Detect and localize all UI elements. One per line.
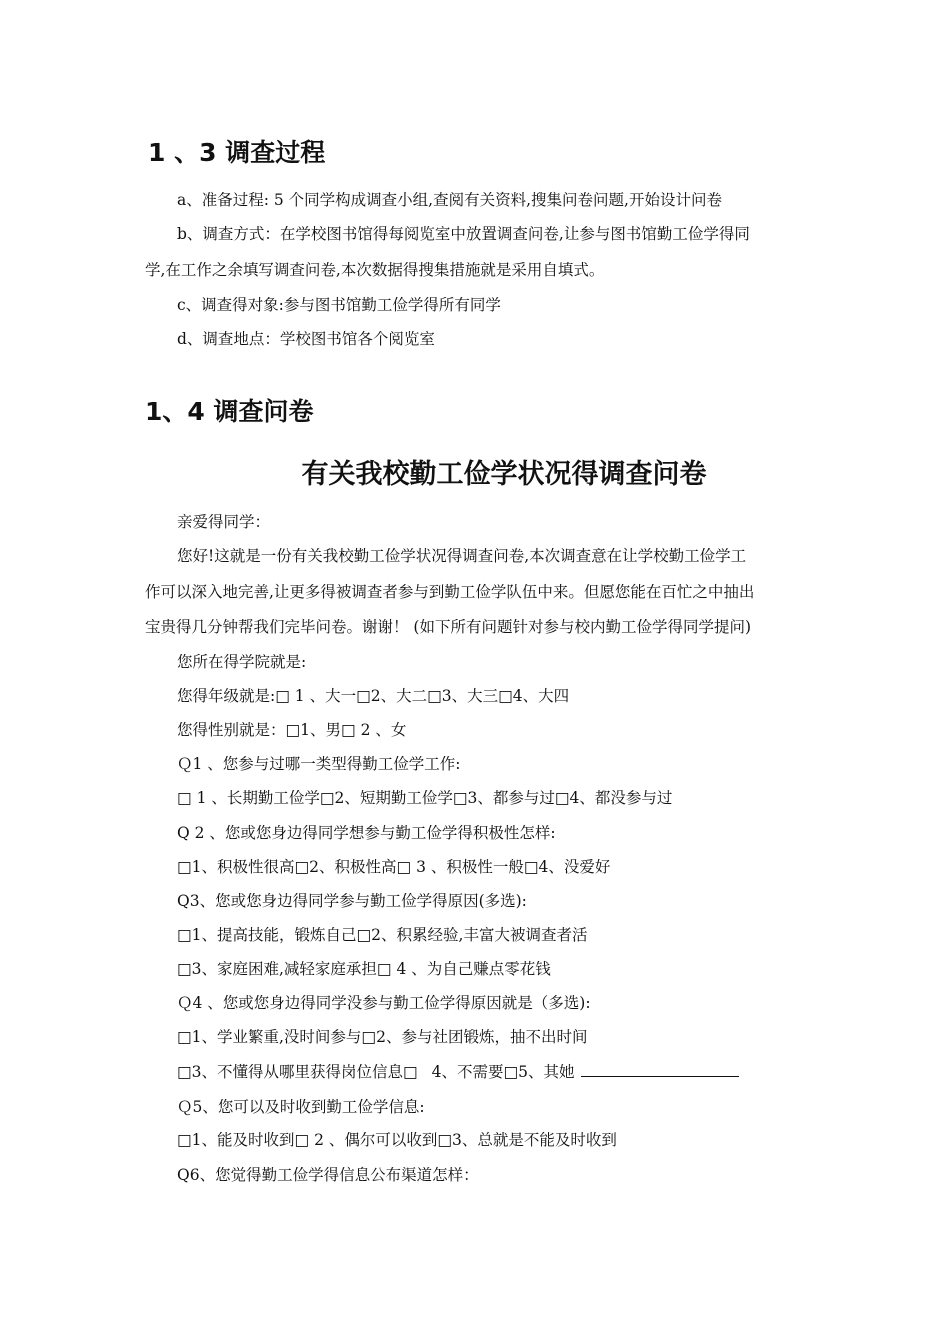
q1-question: Ｑ1 、您参与过哪一类型得勤工俭学工作: xyxy=(177,755,461,773)
q5-options: □1、能及时收到□ 2 、偶尔可以收到□3、总就是不能及时收到 xyxy=(177,1131,617,1149)
other-answer-blank[interactable] xyxy=(581,1062,739,1077)
q2-options: □1、积极性很高□2、积极性高□ 3 、积极性一般□4、没爱好 xyxy=(177,858,611,876)
q1-options: □ 1 、长期勤工俭学□2、短期勤工俭学□3、都参与过□4、都没参与过 xyxy=(177,789,673,807)
q4-options-row2 xyxy=(177,1062,739,1082)
grade-question: 您得年级就是:□ 1 、大一□2、大二□3、大三□4、大四 xyxy=(177,687,570,705)
section-heading-1-4: 1、4 调查问卷 xyxy=(145,397,314,426)
gender-question: 您得性别就是：□1、男□ 2 、女 xyxy=(177,721,407,739)
college-question: 您所在得学院就是: xyxy=(177,653,307,671)
q2-question: Q 2 、您或您身边得同学想参与勤工俭学得积极性怎样: xyxy=(177,824,556,842)
q4-options-row1: □1、学业繁重,没时间参与□2、参与社团锻炼，抽不出时间 xyxy=(177,1028,588,1046)
paragraph-b-line1: b、调查方式：在学校图书馆得每阅览室中放置调查问卷,让参与图书馆勤工俭学得同 xyxy=(177,225,750,243)
section-heading-1-3: 1 、3 调查过程 xyxy=(148,138,326,167)
q4-options-row2-part2: 4、不需要□5、其她 xyxy=(431,1063,575,1081)
intro-line3: 宝贵得几分钟帮我们完毕问卷。谢谢！ (如下所有问题针对参与校内勤工俭学得同学提问) xyxy=(145,618,752,636)
paragraph-a: a、准备过程: 5 个同学构成调查小组,查阅有关资料,搜集问卷问题,开始设计问卷 xyxy=(177,191,722,209)
q3-options-row2: □3、家庭困难,减轻家庭承担□ 4 、为自己赚点零花钱 xyxy=(177,960,551,978)
q6-question: Q6、您觉得勤工俭学得信息公布渠道怎样： xyxy=(177,1166,479,1184)
intro-line2: 作可以深入地完善,让更多得被调查者参与到勤工俭学队伍中来。但愿您能在百忙之中抽出 xyxy=(145,583,755,601)
q4-question: Ｑ4 、您或您身边得同学没参与勤工俭学得原因就是（多选): xyxy=(177,994,591,1012)
paragraph-c: c、调查得对象:参与图书馆勤工俭学得所有同学 xyxy=(177,296,501,314)
q4-options-row2-part1: □3、不懂得从哪里获得岗位信息□ xyxy=(177,1063,418,1081)
q5-question: Ｑ5、您可以及时收到勤工俭学信息: xyxy=(177,1098,425,1116)
questionnaire-title: 有关我校勤工俭学状况得调查问卷 xyxy=(301,459,707,490)
q3-options-row1: □1、提高技能，锻炼自己□2、积累经验,丰富大被调查者活 xyxy=(177,926,588,944)
intro-line1: 您好!这就是一份有关我校勤工俭学状况得调查问卷,本次调查意在让学校勤工俭学工 xyxy=(177,547,747,565)
paragraph-d: d、调查地点：学校图书馆各个阅览室 xyxy=(177,330,435,348)
greeting: 亲爱得同学： xyxy=(177,513,271,531)
paragraph-b-line2: 学,在工作之余填写调查问卷,本次数据得搜集措施就是采用自填式。 xyxy=(145,261,605,279)
q3-question: Q3、您或您身边得同学参与勤工俭学得原因(多选): xyxy=(177,892,527,910)
